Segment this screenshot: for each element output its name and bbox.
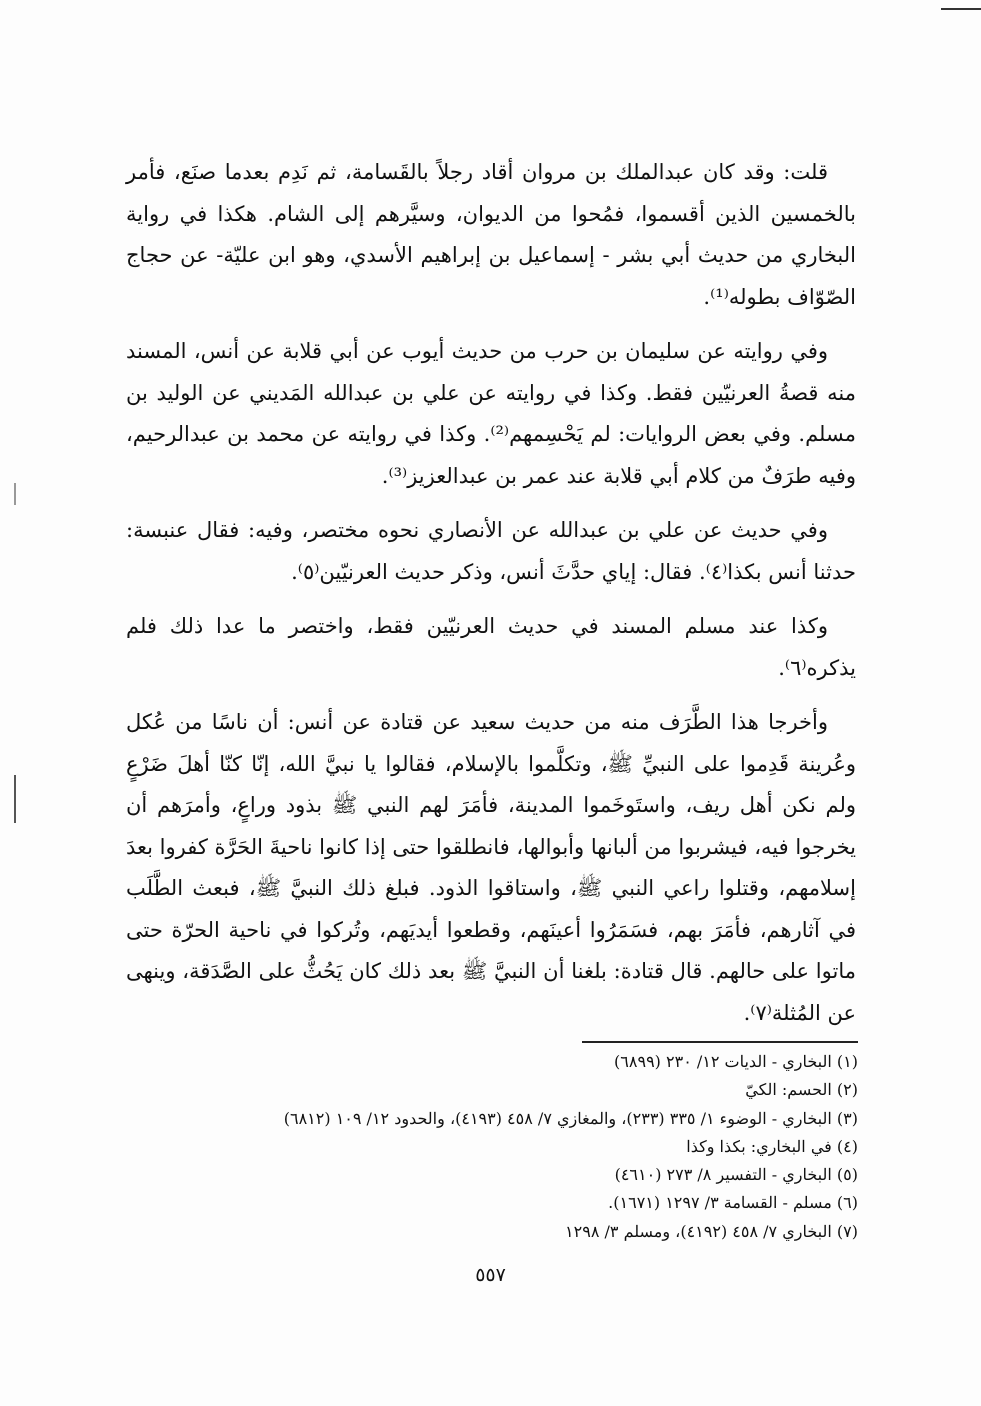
footnote-3: (٣) البخاري - الوضوء ١/ ٣٣٥ (٢٣٣)، والمغازي ٧/ ٤٥٨ (٤١٩٣)، والحدود ١٢/ ١٠٩ (٦٨١٢) xyxy=(283,1108,858,1128)
margin-mark xyxy=(14,483,16,505)
footnote-separator xyxy=(582,1041,858,1043)
paragraph-2: وفي روايته عن سليمان بن حرب من حديث أيوب عن أبي قلابة عن أنس، المسند منه قصةُ العرنيّين فقط. وكذا في روايته عن علي بن عبدالله المَديني عن الوليد بن مسلم. وفي بعض الروايات: لم يَحْسِمهم⁽²⁾. وكذا في روايته عن محمد بن عبدالرحيم، وفيه طرَفٌ من كلام أبي قلابة عند عمر بن عبدالعزيز⁽³⁾. xyxy=(126,339,856,488)
footnote-2: (٢) الحسم: الكيّ xyxy=(745,1080,858,1100)
margin-mark xyxy=(14,775,16,823)
main-text xyxy=(126,152,856,1047)
page-number: ٥٥٧ xyxy=(475,1264,506,1286)
footnotes-list xyxy=(160,1048,858,1246)
footnote-6: (٦) مسلم - القسامة ٣/ ١٢٩٧ (١٦٧١). xyxy=(608,1193,858,1213)
footnote-4: (٤) في البخاري: بكذا وكذا xyxy=(686,1136,858,1156)
paragraph-5: وأخرجا هذا الطَّرَف منه من حديث سعيد عن قتادة عن أنس: أن ناسًا من عُكل وعُرينة قَدِموا على النبيِّ ﷺ، وتكلَّموا بالإسلام، فقالوا يا نبيَّ الله، إنّا كنّا أهلَ ضَرْعٍ ولم نكن أهل ريف، واستَوخَموا المدينة، فأمَرَ لهم النبي ﷺ بذود وراعٍ، وأمرَهم أن يخرجوا فيه، فيشربوا من ألبانها وأبوالها، فانطلقوا حتى إذا كانوا ناحيةَ الحَرَّة كفروا بعدَ إسلامهم، وقتلوا راعي النبي ﷺ، واستاقوا الذود. فبلغ ذلك النبيَّ ﷺ، فبعث الطَّلَب في آثارهم، فأمَرَ بهم، فسَمَرُوا أعينَهم، وقطعوا أيديَهم، وتُركوا في ناحية الحرّة حتى ماتوا على حالهم. قال قتادة: بلغنا أن النبيَّ ﷺ بعد ذلك كان يَحُثُّ على الصَّدَقة، وينهى عن المُثلة⁽٧⁾. xyxy=(126,710,856,1025)
paragraph-3: وفي حديث عن علي بن عبدالله عن الأنصاري نحوه مختصر، وفيه: فقال عنبسة: حدثنا أنس بكذا⁽٤⁾. فقال: إياي حدَّثَ أنس، وذكر حديث العرنيّين⁽٥⁾. xyxy=(126,518,856,584)
scan-edge-line xyxy=(941,8,981,10)
paragraph-1: قلت: وقد كان عبدالملك بن مروان أقاد رجلاً بالقَسامة، ثم نَدِم بعدما صنَع، فأمر بالخمسين الذين أقسموا، فمُحوا من الديوان، وسيَّرهم إلى الشام. هكذا في رواية البخاري من حديث أبي بشر - إسماعيل بن إبراهيم الأسدي، وهو ابن عليّة- عن حجاج الصّوّاف بطوله⁽¹⁾. xyxy=(126,160,856,309)
paragraph-4: وكذا عند مسلم المسند في حديث العرنيّين فقط، واختصر ما عدا ذلك فلم يذكره⁽٦⁾. xyxy=(126,614,856,680)
footnote-1: (١) البخاري - الديات ١٢/ ٢٣٠ (٦٨٩٩) xyxy=(614,1052,858,1071)
footnote-7: (٧) البخاري ٧/ ٤٥٨ (٤١٩٢)، ومسلم ٣/ ١٢٩٨ xyxy=(565,1221,858,1241)
footnote-5: (٥) البخاري - التفسير ٨/ ٢٧٣ (٤٦١٠) xyxy=(614,1165,858,1185)
